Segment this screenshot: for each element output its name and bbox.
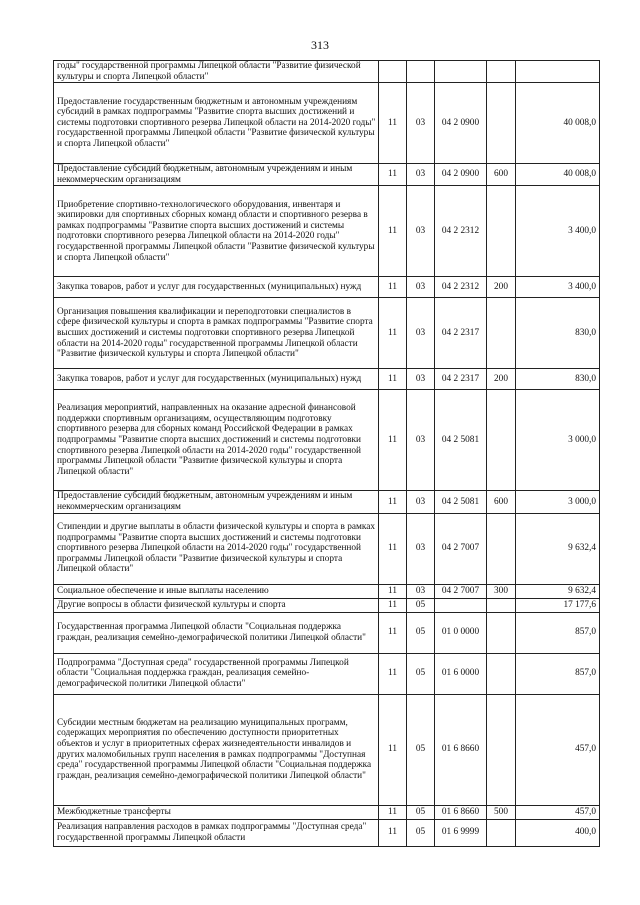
row-section-cell: 11	[379, 694, 407, 805]
table-row	[54, 598, 600, 612]
row-section-cell: 11	[379, 390, 407, 491]
row-amount-cell: 40 008,0	[516, 164, 600, 186]
row-type-cell	[487, 298, 516, 369]
row-name-cell: Реализация мероприятий, направленных на оказание адресной финансовой поддержки спортивным организациям, осуществляющим подготовку спортивного резерва для сборных команд Российской Федерации в рамках подпрограммы "Развитие спорта высших достижений и системы подготовки спортивного резерва Липецкой области на 2014-2020 годы" государственной программы Липецкой области "Развитие физической культуры и спорта Липецкой области"	[54, 390, 379, 491]
row-name-cell: Закупка товаров, работ и услуг для государственных (муниципальных) нужд	[54, 369, 379, 390]
row-target-cell: 01 6 9999	[435, 819, 487, 846]
row-amount-cell: 40 008,0	[516, 83, 600, 164]
row-section-cell: 11	[379, 186, 407, 277]
row-name-cell: Предоставление субсидий бюджетным, автономным учреждениям и иным некоммерческим организациям	[54, 491, 379, 513]
row-subsection-cell: 03	[407, 584, 435, 598]
row-section-cell: 11	[379, 513, 407, 584]
row-amount-cell: 400,0	[516, 819, 600, 846]
row-amount-cell: 3 400,0	[516, 186, 600, 277]
row-subsection-cell: 05	[407, 819, 435, 846]
row-amount-cell	[516, 61, 600, 83]
table-row	[54, 805, 600, 819]
row-subsection-cell	[407, 61, 435, 83]
row-name-cell: Реализация направления расходов в рамках подпрограммы "Доступная среда" государственной программы Липецкой области	[54, 819, 379, 846]
row-subsection-cell: 05	[407, 694, 435, 805]
row-type-cell	[487, 390, 516, 491]
table-row	[54, 186, 600, 277]
row-subsection-cell: 03	[407, 164, 435, 186]
row-section-cell: 11	[379, 612, 407, 653]
row-section-cell: 11	[379, 805, 407, 819]
row-name-cell: Организация повышения квалификации и переподготовки специалистов в сфере физической культуры и спорта в рамках подпрограммы "Развитие спорта высших достижений и системы подготовки спортивного резерва Липецкой области на 2014-2020 годы" государственной программы Липецкой области "Развитие физической культуры и спорта Липецкой области"	[54, 298, 379, 369]
row-subsection-cell: 05	[407, 653, 435, 694]
row-subsection-cell: 03	[407, 83, 435, 164]
row-section-cell: 11	[379, 653, 407, 694]
row-target-cell: 04 2 7007	[435, 513, 487, 584]
row-type-cell	[487, 612, 516, 653]
table-row	[54, 164, 600, 186]
row-type-cell: 300	[487, 584, 516, 598]
row-name-cell: Закупка товаров, работ и услуг для государственных (муниципальных) нужд	[54, 277, 379, 298]
table-row	[54, 61, 600, 83]
row-section-cell: 11	[379, 164, 407, 186]
row-type-cell	[487, 83, 516, 164]
row-target-cell: 04 2 2317	[435, 369, 487, 390]
row-section-cell: 11	[379, 369, 407, 390]
row-amount-cell: 857,0	[516, 653, 600, 694]
table-row	[54, 653, 600, 694]
table-row	[54, 369, 600, 390]
table-row	[54, 513, 600, 584]
table-row	[54, 584, 600, 598]
page-number: 313	[311, 38, 329, 52]
row-target-cell	[435, 61, 487, 83]
row-target-cell: 04 2 5081	[435, 390, 487, 491]
row-subsection-cell: 03	[407, 277, 435, 298]
row-amount-cell: 857,0	[516, 612, 600, 653]
row-type-cell: 600	[487, 164, 516, 186]
row-subsection-cell: 05	[407, 612, 435, 653]
row-subsection-cell: 03	[407, 369, 435, 390]
row-name-cell: Предоставление субсидий бюджетным, автономным учреждениям и иным некоммерческим организациям	[54, 164, 379, 186]
row-target-cell: 04 2 5081	[435, 491, 487, 513]
row-type-cell: 200	[487, 277, 516, 298]
row-section-cell: 11	[379, 83, 407, 164]
row-target-cell: 04 2 2312	[435, 186, 487, 277]
row-amount-cell: 830,0	[516, 369, 600, 390]
budget-table	[53, 60, 600, 847]
budget-table-body	[54, 61, 600, 847]
row-amount-cell: 9 632,4	[516, 584, 600, 598]
row-section-cell: 11	[379, 584, 407, 598]
row-target-cell	[435, 598, 487, 612]
row-amount-cell: 3 400,0	[516, 277, 600, 298]
row-type-cell	[487, 513, 516, 584]
row-type-cell	[487, 819, 516, 846]
row-target-cell: 04 2 0900	[435, 83, 487, 164]
row-name-cell: Социальное обеспечение и иные выплаты населению	[54, 584, 379, 598]
row-amount-cell: 457,0	[516, 805, 600, 819]
row-amount-cell: 3 000,0	[516, 491, 600, 513]
row-target-cell: 01 0 0000	[435, 612, 487, 653]
row-amount-cell: 3 000,0	[516, 390, 600, 491]
table-row	[54, 277, 600, 298]
row-name-cell: Подпрограмма "Доступная среда" государственной программы Липецкой области "Социальная поддержка граждан, реализация семейно-демографической политики Липецкой области"	[54, 653, 379, 694]
row-amount-cell: 830,0	[516, 298, 600, 369]
row-subsection-cell: 05	[407, 805, 435, 819]
table-row	[54, 298, 600, 369]
row-amount-cell: 17 177,6	[516, 598, 600, 612]
table-row	[54, 819, 600, 846]
row-type-cell: 200	[487, 369, 516, 390]
row-subsection-cell: 03	[407, 186, 435, 277]
row-subsection-cell: 03	[407, 390, 435, 491]
row-section-cell: 11	[379, 298, 407, 369]
row-name-cell: Межбюджетные трансферты	[54, 805, 379, 819]
row-target-cell: 01 6 0000	[435, 653, 487, 694]
row-name-cell: Стипендии и другие выплаты в области физической культуры и спорта в рамках подпрограммы "Развитие спорта высших достижений и системы подготовки спортивного резерва Липецкой области на 2014-2020 годы" государственной программы Липецкой области "Развитие физической культуры и спорта Липецкой области"	[54, 513, 379, 584]
row-section-cell	[379, 61, 407, 83]
row-target-cell: 01 6 8660	[435, 694, 487, 805]
row-target-cell: 04 2 2317	[435, 298, 487, 369]
row-target-cell: 01 6 8660	[435, 805, 487, 819]
table-row	[54, 83, 600, 164]
row-type-cell	[487, 653, 516, 694]
row-name-cell: Предоставление государственным бюджетным и автономным учреждениям субсидий в рамках подпрограммы "Развитие спорта высших достижений и системы подготовки спортивного резерва Липецкой области на 2014-2020 годы" государственной программы Липецкой области "Развитие физической культуры и спорта Липецкой области"	[54, 83, 379, 164]
row-name-cell: Приобретение спортивно-технологического оборудования, инвентаря и экипировки для спортивных сборных команд области и спортивного резерва в рамках подпрограммы "Развитие спорта высших достижений и системы подготовки спортивного резерва Липецкой области на 2014-2020 годы" государственной программы Липецкой области "Развитие физической культуры и спорта Липецкой области"	[54, 186, 379, 277]
row-type-cell	[487, 694, 516, 805]
row-target-cell: 04 2 2312	[435, 277, 487, 298]
row-subsection-cell: 03	[407, 491, 435, 513]
row-type-cell	[487, 598, 516, 612]
row-name-cell: годы" государственной программы Липецкой области "Развитие физической культуры и спорта Липецкой области"	[54, 61, 379, 83]
row-subsection-cell: 03	[407, 513, 435, 584]
table-row	[54, 612, 600, 653]
row-type-cell	[487, 186, 516, 277]
row-section-cell: 11	[379, 819, 407, 846]
row-amount-cell: 9 632,4	[516, 513, 600, 584]
row-type-cell	[487, 61, 516, 83]
row-type-cell: 600	[487, 491, 516, 513]
table-row	[54, 491, 600, 513]
row-section-cell: 11	[379, 277, 407, 298]
row-type-cell: 500	[487, 805, 516, 819]
row-subsection-cell: 05	[407, 598, 435, 612]
row-section-cell: 11	[379, 598, 407, 612]
row-name-cell: Государственная программа Липецкой области "Социальная поддержка граждан, реализация семейно-демографической политики Липецкой области"	[54, 612, 379, 653]
row-target-cell: 04 2 0900	[435, 164, 487, 186]
table-row	[54, 390, 600, 491]
table-row	[54, 694, 600, 805]
row-target-cell: 04 2 7007	[435, 584, 487, 598]
row-section-cell: 11	[379, 491, 407, 513]
row-amount-cell: 457,0	[516, 694, 600, 805]
row-name-cell: Другие вопросы в области физической культуры и спорта	[54, 598, 379, 612]
row-name-cell: Субсидии местным бюджетам на реализацию муниципальных программ, содержащих мероприятия по обеспечению доступности приоритетных объектов и услуг в приоритетных сферах жизнедеятельности инвалидов и других маломобильных групп населения в рамках подпрограммы "Доступная среда" государственной программы Липецкой области "Социальная поддержка граждан, реализация семейно-демографической политики Липецкой области"	[54, 694, 379, 805]
row-subsection-cell: 03	[407, 298, 435, 369]
